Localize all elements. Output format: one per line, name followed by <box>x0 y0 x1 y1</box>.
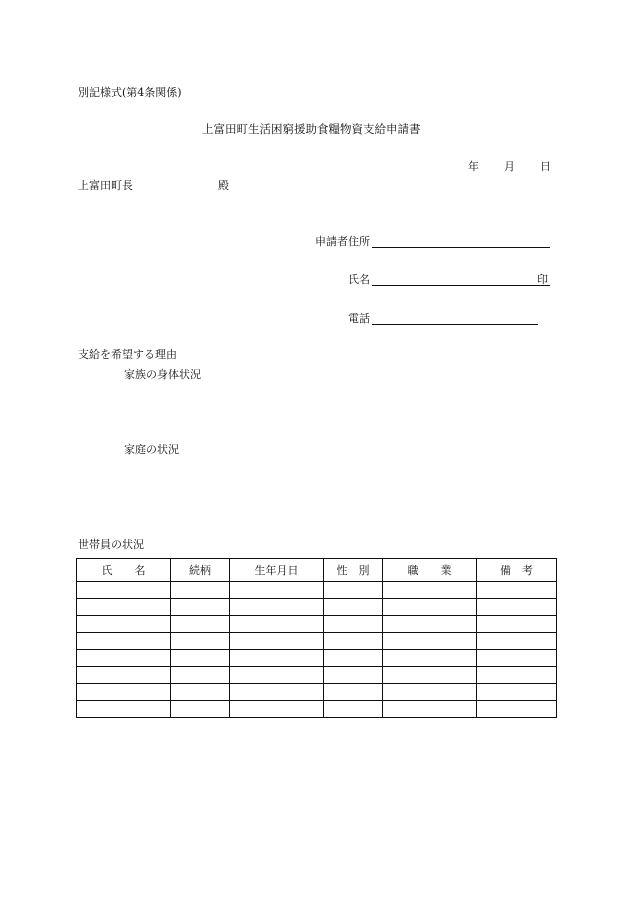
table-cell-birthdate[interactable] <box>230 616 324 633</box>
column-header-name: 氏 名 <box>77 559 171 582</box>
table-cell-gender[interactable] <box>324 650 383 667</box>
table-row <box>77 667 557 684</box>
addressee-name: 上富田町長 <box>78 179 133 192</box>
table-cell-birthdate[interactable] <box>230 582 324 599</box>
table-cell-gender[interactable] <box>324 633 383 650</box>
table-cell-remarks[interactable] <box>477 701 557 718</box>
table-cell-remarks[interactable] <box>477 633 557 650</box>
table-cell-name[interactable] <box>77 599 171 616</box>
table-cell-remarks[interactable] <box>477 667 557 684</box>
table-row <box>77 650 557 667</box>
table-cell-occupation[interactable] <box>383 667 477 684</box>
date-month-label: 月 <box>504 160 515 173</box>
table-header-row <box>77 559 557 582</box>
applicant-address-field[interactable] <box>372 247 550 248</box>
table-cell-name[interactable] <box>77 633 171 650</box>
table-cell-name[interactable] <box>77 701 171 718</box>
table-cell-occupation[interactable] <box>383 582 477 599</box>
table-row <box>77 582 557 599</box>
table-cell-gender[interactable] <box>324 616 383 633</box>
table-cell-occupation[interactable] <box>383 633 477 650</box>
table-cell-relation[interactable] <box>171 599 230 616</box>
household-situation-label: 家庭の状況 <box>124 443 179 456</box>
applicant-name-field[interactable] <box>372 285 550 286</box>
table-cell-birthdate[interactable] <box>230 684 324 701</box>
table-cell-name[interactable] <box>77 667 171 684</box>
column-header-remarks: 備 考 <box>477 559 557 582</box>
table-cell-birthdate[interactable] <box>230 667 324 684</box>
table-cell-remarks[interactable] <box>477 650 557 667</box>
table-cell-relation[interactable] <box>171 701 230 718</box>
table-cell-relation[interactable] <box>171 582 230 599</box>
table-cell-occupation[interactable] <box>383 616 477 633</box>
table-cell-birthdate[interactable] <box>230 650 324 667</box>
table-cell-remarks[interactable] <box>477 684 557 701</box>
table-cell-name[interactable] <box>77 684 171 701</box>
table-cell-relation[interactable] <box>171 650 230 667</box>
table-cell-relation[interactable] <box>171 616 230 633</box>
column-header-gender: 性 別 <box>324 559 383 582</box>
column-header-relation: 続柄 <box>171 559 230 582</box>
table-cell-occupation[interactable] <box>383 650 477 667</box>
table-row <box>77 701 557 718</box>
table-cell-relation[interactable] <box>171 684 230 701</box>
column-header-occupation: 職 業 <box>383 559 477 582</box>
table-cell-remarks[interactable] <box>477 616 557 633</box>
table-cell-birthdate[interactable] <box>230 633 324 650</box>
table-cell-gender[interactable] <box>324 582 383 599</box>
table-row <box>77 633 557 650</box>
applicant-name-label: 氏名 <box>348 273 370 286</box>
table-cell-relation[interactable] <box>171 633 230 650</box>
table-cell-gender[interactable] <box>324 684 383 701</box>
seal-mark: 印 <box>537 273 548 286</box>
table-cell-occupation[interactable] <box>383 701 477 718</box>
table-cell-birthdate[interactable] <box>230 701 324 718</box>
table-cell-gender[interactable] <box>324 599 383 616</box>
table-cell-name[interactable] <box>77 616 171 633</box>
table-cell-gender[interactable] <box>324 701 383 718</box>
document-title: 上富田町生活困窮援助食糧物資支給申請書 <box>202 122 421 136</box>
date-day-label: 日 <box>540 160 551 173</box>
table-cell-birthdate[interactable] <box>230 599 324 616</box>
form-reference: 別記様式(第4条関係) <box>78 86 182 99</box>
applicant-address-label: 申請者住所 <box>315 235 370 248</box>
column-header-birthdate: 生年月日 <box>230 559 324 582</box>
table-cell-name[interactable] <box>77 582 171 599</box>
table-cell-gender[interactable] <box>324 667 383 684</box>
reason-heading: 支給を希望する理由 <box>78 348 177 361</box>
table-row <box>77 599 557 616</box>
table-cell-remarks[interactable] <box>477 599 557 616</box>
table-row <box>77 684 557 701</box>
applicant-phone-label: 電話 <box>348 312 370 325</box>
household-members-table <box>76 558 557 718</box>
date-year-label: 年 <box>468 160 479 173</box>
members-heading: 世帯員の状況 <box>78 538 144 551</box>
table-row <box>77 616 557 633</box>
table-cell-occupation[interactable] <box>383 599 477 616</box>
applicant-phone-field[interactable] <box>372 324 538 325</box>
addressee-honorific: 殿 <box>218 179 229 192</box>
table-cell-occupation[interactable] <box>383 684 477 701</box>
table-cell-relation[interactable] <box>171 667 230 684</box>
family-health-label: 家族の身体状況 <box>124 368 201 381</box>
table-cell-remarks[interactable] <box>477 582 557 599</box>
table-cell-name[interactable] <box>77 650 171 667</box>
